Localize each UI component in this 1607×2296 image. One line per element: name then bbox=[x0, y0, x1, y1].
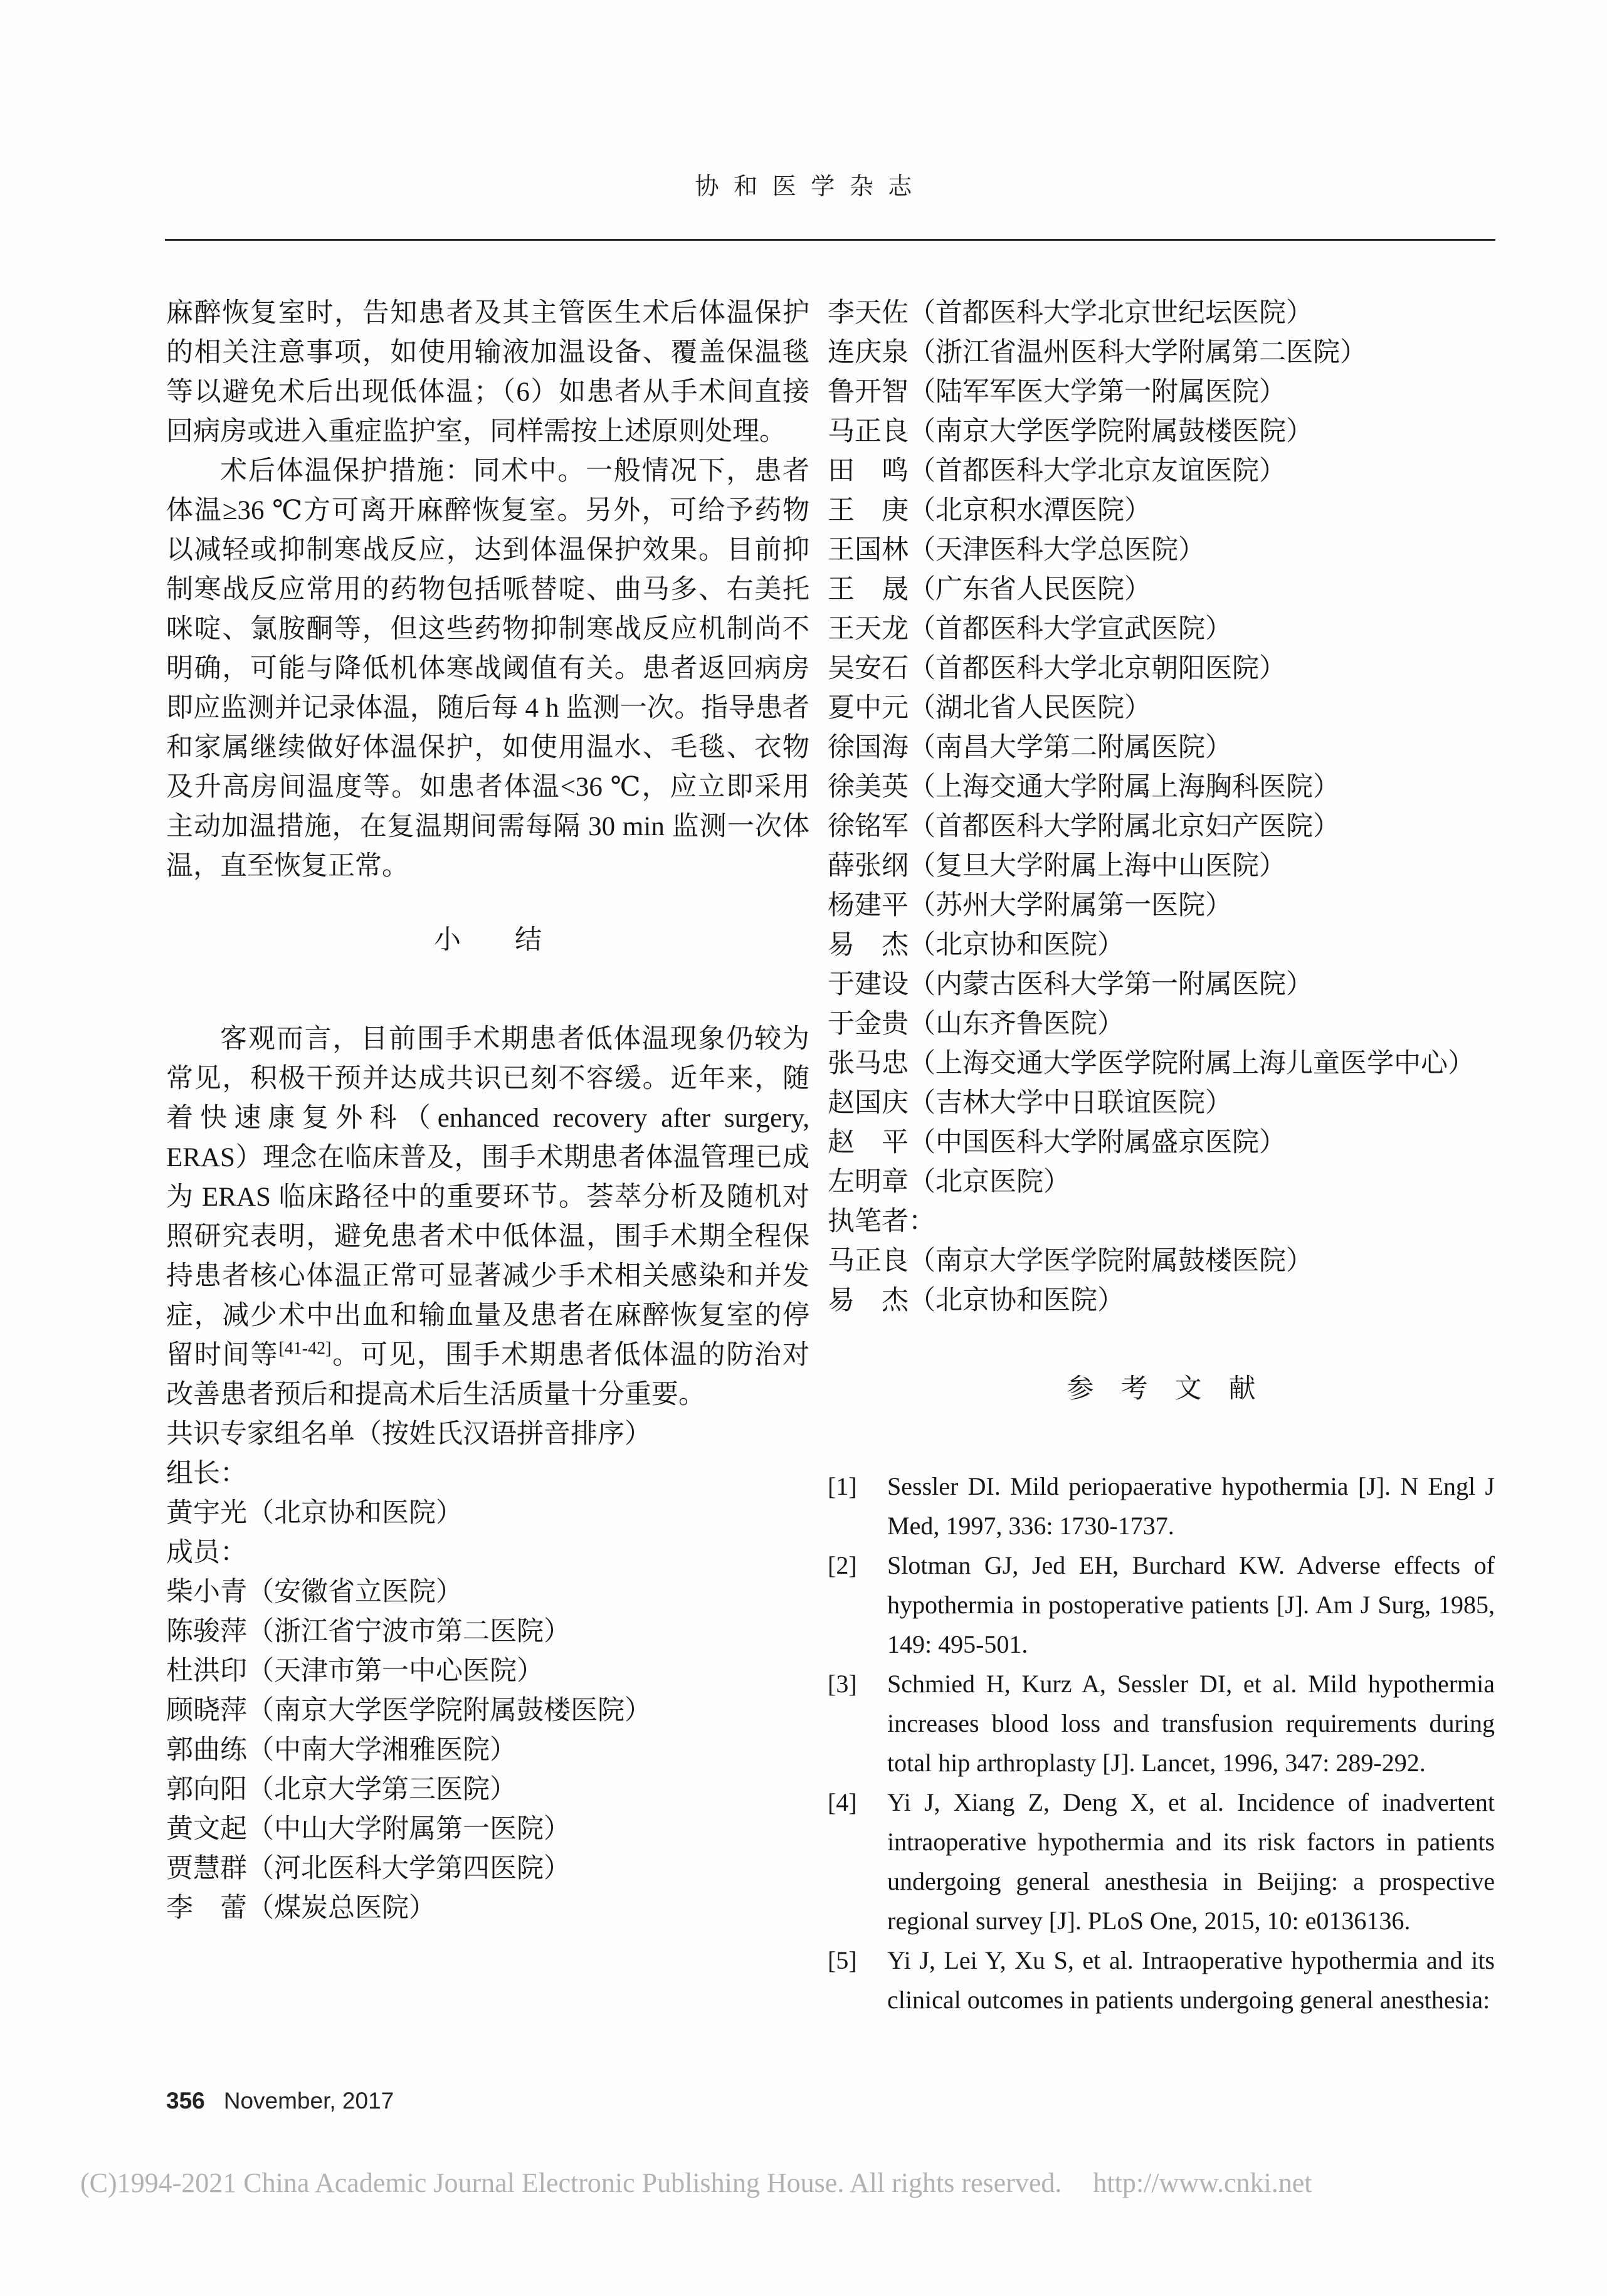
reference-number: [5] bbox=[828, 1946, 857, 1974]
expert-name: 张马忠（上海交通大学医学院附属上海儿童医学中心） bbox=[828, 1049, 1475, 1078]
expert-name: 王 晟（广东省人民医院） bbox=[828, 575, 1151, 604]
expert-name: 陈骏萍（浙江省宁波市第二医院） bbox=[166, 1617, 571, 1646]
expert-name: 杜洪印（天津市第一中心医院） bbox=[166, 1656, 544, 1686]
references-list bbox=[828, 1467, 1495, 2020]
members-label: 成员： bbox=[166, 1538, 247, 1567]
reference-item bbox=[828, 1664, 1495, 1783]
expert-name: 左明章（北京医院） bbox=[828, 1167, 1070, 1197]
references-heading: 参 考 文 献 bbox=[1067, 1374, 1256, 1404]
summary-heading: 小 结 bbox=[434, 925, 542, 955]
reference-text: Slotman GJ, Jed EH, Burchard KW. Adverse effects of hypothermia in postoperative patients [J]. Am J Surg, 1985, 149: 495-501. bbox=[887, 1551, 1495, 1658]
reference-item bbox=[828, 1546, 1495, 1664]
expert-name: 柴小青（安徽省立医院） bbox=[166, 1577, 463, 1607]
expert-name: 王天龙（首都医科大学宣武医院） bbox=[828, 614, 1232, 644]
reference-text: Sessler DI. Mild periopaerative hypothermia [J]. N Engl J Med, 1997, 336: 1730-1737. bbox=[887, 1472, 1495, 1540]
expert-name: 于金贵（山东齐鲁医院） bbox=[828, 1009, 1124, 1039]
reference-text: Yi J, Xiang Z, Deng X, et al. Incidence of inadvertent intraoperative hypothermia and its risk factors in patients undergoing general anesthesia in Beijing: a prospective regional survey [J]. PLoS One, 2015, 10: e0136136. bbox=[887, 1788, 1495, 1935]
expert-name: 鲁开智（陆军军医大学第一附属医院） bbox=[828, 377, 1286, 407]
header-rule bbox=[165, 239, 1495, 241]
reference-text: Schmied H, Kurz A, Sessler DI, et al. Mild hypothermia increases blood loss and transfusion requirements during total hip arthroplasty [J]. Lancet, 1996, 347: 289-292. bbox=[887, 1670, 1495, 1777]
expert-name: 徐铭军（首都医科大学附属北京妇产医院） bbox=[828, 812, 1340, 841]
copyright-line bbox=[80, 2167, 1312, 2199]
expert-name: 徐美英（上海交通大学附属上海胸科医院） bbox=[828, 772, 1340, 802]
expert-name: 郭向阳（北京大学第三医院） bbox=[166, 1775, 517, 1804]
expert-name: 于建设（内蒙古医科大学第一附属医院） bbox=[828, 970, 1313, 999]
paragraph-summary bbox=[166, 1019, 809, 1414]
expert-name: 郭曲练（中南大学湘雅医院） bbox=[166, 1735, 517, 1765]
issue-date: November, 2017 bbox=[223, 2088, 394, 2114]
writer-name: 马正良（南京大学医学院附属鼓楼医院） bbox=[828, 1246, 1313, 1276]
expert-name: 王 庚（北京积水潭医院） bbox=[828, 496, 1151, 525]
expert-name: 黄宇光（北京协和医院） bbox=[166, 1498, 463, 1528]
copyright-url: http://www.cnki.net bbox=[1093, 2167, 1312, 2198]
reference-number: [2] bbox=[828, 1551, 857, 1579]
paragraph-postop-continued: 麻醉恢复室时，告知患者及其主管医生术后体温保护的相关注意事项，如使用输液加温设备、覆盖保温毯等以避免术后出现低体温；（6）如患者从手术间直接回病房或进入重症监护室，同样需按上述原则处理。 bbox=[166, 298, 809, 446]
reference-item bbox=[828, 1783, 1495, 1941]
expert-name: 黄文起（中山大学附属第一医院） bbox=[166, 1814, 571, 1844]
expert-name: 徐国海（南昌大学第二附属医院） bbox=[828, 733, 1232, 762]
reference-number: [4] bbox=[828, 1788, 857, 1816]
writers-label: 执笔者： bbox=[828, 1207, 935, 1236]
expert-name: 李天佐（首都医科大学北京世纪坛医院） bbox=[828, 298, 1313, 328]
expert-name: 赵 平（中国医科大学附属盛京医院） bbox=[828, 1128, 1286, 1157]
summary-text-before: 客观而言，目前围手术期患者低体温现象仍较为常见，积极干预并达成共识已刻不容缓。近年来，随着快速康复外科（enhanced recovery after surgery, ERAS）理念在临床普及，围手术期患者体温管理已成为 ERAS 临床路径中的重要环节。荟萃分析及随机对照研究表明，避免患者术中低体温，围手术期全程保持患者核心体温正常可显著减少手术相关感染和并发症，减少术中出血和输血量及患者在麻醉恢复室的停留时间等 bbox=[166, 1024, 809, 1370]
expert-name: 贾慧群（河北医科大学第四医院） bbox=[166, 1854, 571, 1883]
expert-name: 夏中元（湖北省人民医院） bbox=[828, 693, 1151, 723]
expert-name: 顾晓萍（南京大学医学院附属鼓楼医院） bbox=[166, 1696, 651, 1725]
reference-number: [1] bbox=[828, 1472, 857, 1500]
leader-label: 组长： bbox=[166, 1459, 247, 1488]
reference-item bbox=[828, 1941, 1495, 2020]
expert-name: 连庆泉（浙江省温州医科大学附属第二医院） bbox=[828, 338, 1367, 367]
expert-name: 易 杰（北京协和医院） bbox=[828, 930, 1124, 960]
left-column bbox=[166, 293, 809, 1928]
expert-name: 马正良（南京大学医学院附属鼓楼医院） bbox=[828, 417, 1313, 446]
reference-text: Yi J, Lei Y, Xu S, et al. Intraoperative hypothermia and its clinical outcomes in patients undergoing general anesthesia: bbox=[887, 1946, 1495, 2014]
writer-name: 易 杰（北京协和医院） bbox=[828, 1286, 1124, 1315]
copyright-text: (C)1994-2021 China Academic Journal Electronic Publishing House. All rights reserved. bbox=[80, 2167, 1062, 2198]
expert-name: 吴安石（首都医科大学北京朝阳医院） bbox=[828, 654, 1286, 683]
expert-name: 薛张纲（复旦大学附属上海中山医院） bbox=[828, 851, 1286, 881]
expert-name: 李 蕾（煤炭总医院） bbox=[166, 1893, 436, 1923]
paragraph-postop-measures: 术后体温保护措施：同术中。一般情况下，患者体温≥36 ℃方可离开麻醉恢复室。另外，可给予药物以减轻或抑制寒战反应，达到体温保护效果。目前抑制寒战反应常用的药物包括哌替啶、曲马多、右美托咪啶、氯胺酮等，但这些药物抑制寒战反应机制尚不明确，可能与降低机体寒战阈值有关。患者返回病房即应监测并记录体温，随后每 4 h 监测一次。指导患者和家属继续做好体温保护，如使用温水、毛毯、衣物及升高房间温度等。如患者体温<36 ℃，应立即采用主动加温措施，在复温期间需每隔 30 min 监测一次体温，直至恢复正常。 bbox=[166, 456, 809, 881]
right-column bbox=[828, 293, 1495, 2020]
reference-number: [3] bbox=[828, 1670, 857, 1698]
summary-text-after: 。可见，围手术期患者低体温的防治对改善患者预后和提高术后生活质量十分重要。 bbox=[166, 1340, 810, 1409]
page-footer bbox=[166, 2088, 394, 2114]
expert-name: 赵国庆（吉林大学中日联谊医院） bbox=[828, 1088, 1232, 1118]
page-number: 356 bbox=[166, 2088, 205, 2114]
reference-item bbox=[828, 1467, 1495, 1546]
expert-name: 杨建平（苏州大学附属第一医院） bbox=[828, 891, 1232, 920]
expert-name: 田 鸣（首都医科大学北京友谊医院） bbox=[828, 456, 1286, 486]
citation-superscript: [41-42] bbox=[278, 1339, 332, 1359]
expert-list-title: 共识专家组名单（按姓氏汉语拼音排序） bbox=[166, 1419, 651, 1449]
expert-name: 王国林（天津医科大学总医院） bbox=[828, 535, 1205, 565]
journal-title: 协和医学杂志 bbox=[695, 174, 927, 200]
